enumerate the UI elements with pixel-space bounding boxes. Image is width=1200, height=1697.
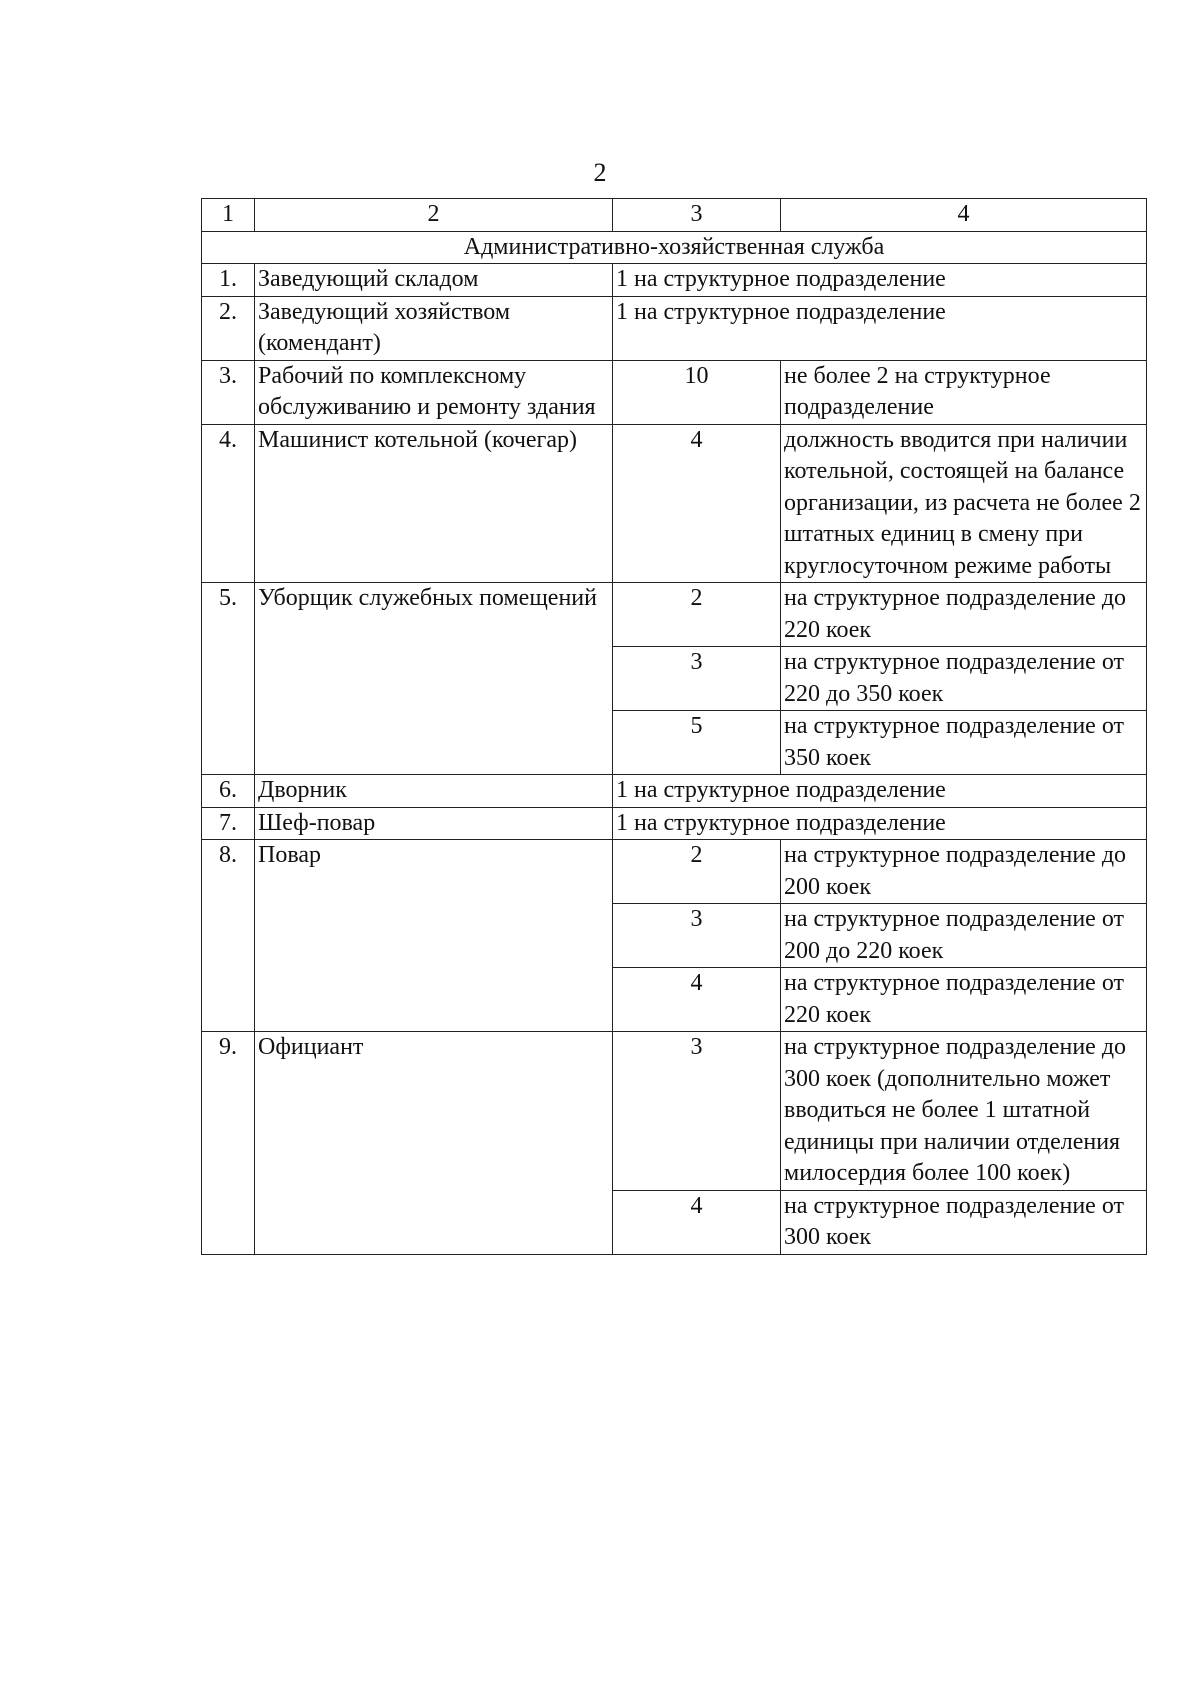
norm-cell: 1 на структурное подразделение [613,807,1147,840]
norm-cell: 1 на структурное подразделение [613,775,1147,808]
position-cell: Шеф-повар [255,807,613,840]
count-cell: 3 [613,647,781,711]
count-cell: 2 [613,840,781,904]
note-cell: на структурное подразделение от 300 коек [781,1190,1147,1254]
position-cell: Рабочий по комплексному обслуживанию и ремонту здания [255,360,613,424]
position-cell: Официант [255,1032,613,1255]
page-number: 2 [593,158,607,187]
row-number: 7. [202,807,255,840]
table-row [202,1032,1147,1191]
count-cell: 4 [613,424,781,583]
row-number: 8. [202,840,255,1032]
row-number: 3. [202,360,255,424]
count-cell: 4 [613,1190,781,1254]
count-cell: 2 [613,583,781,647]
column-number-1: 1 [202,199,255,232]
row-number: 6. [202,775,255,808]
note-cell: на структурное подразделение до 220 коек [781,583,1147,647]
count-cell: 10 [613,360,781,424]
note-cell: на структурное подразделение от 350 коек [781,711,1147,775]
staffing-table [201,198,1147,1255]
norm-cell: 1 на структурное подразделение [613,264,1147,297]
note-cell: на структурное подразделение от 200 до 220 коек [781,904,1147,968]
note-cell: на структурное подразделение от 220 коек [781,968,1147,1032]
count-cell: 3 [613,904,781,968]
table-row [202,807,1147,840]
section-row [202,231,1147,264]
note-cell: не более 2 на структурное подразделение [781,360,1147,424]
column-number-2: 2 [255,199,613,232]
table-row [202,264,1147,297]
section-title: Административно-хозяйственная служба [202,231,1147,264]
table-row [202,424,1147,583]
table-row [202,296,1147,360]
position-cell: Машинист котельной (кочегар) [255,424,613,583]
table-row [202,583,1147,647]
position-cell: Заведующий складом [255,264,613,297]
table-row [202,840,1147,904]
note-cell: на структурное подразделение до 200 коек [781,840,1147,904]
row-number: 5. [202,583,255,775]
count-cell: 4 [613,968,781,1032]
count-cell: 5 [613,711,781,775]
note-cell: должность вводится при наличии котельной, состоящей на балансе организации, из расчета не более 2 штатных единиц в смену при круглосуточном режиме работы [781,424,1147,583]
row-number: 9. [202,1032,255,1255]
row-number: 1. [202,264,255,297]
norm-cell: 1 на структурное подразделение [613,296,1147,360]
note-cell: на структурное подразделение до 300 коек (дополнительно может вводиться не более 1 штатной единицы при наличии отделения милосердия более 100 коек) [781,1032,1147,1191]
position-cell: Повар [255,840,613,1032]
table-row [202,775,1147,808]
column-number-3: 3 [613,199,781,232]
column-number-row [202,199,1147,232]
row-number: 4. [202,424,255,583]
column-number-4: 4 [781,199,1147,232]
note-cell: на структурное подразделение от 220 до 350 коек [781,647,1147,711]
position-cell: Заведующий хозяйством (комендант) [255,296,613,360]
table-row [202,360,1147,424]
position-cell: Дворник [255,775,613,808]
position-cell: Уборщик служебных помещений [255,583,613,775]
row-number: 2. [202,296,255,360]
count-cell: 3 [613,1032,781,1191]
